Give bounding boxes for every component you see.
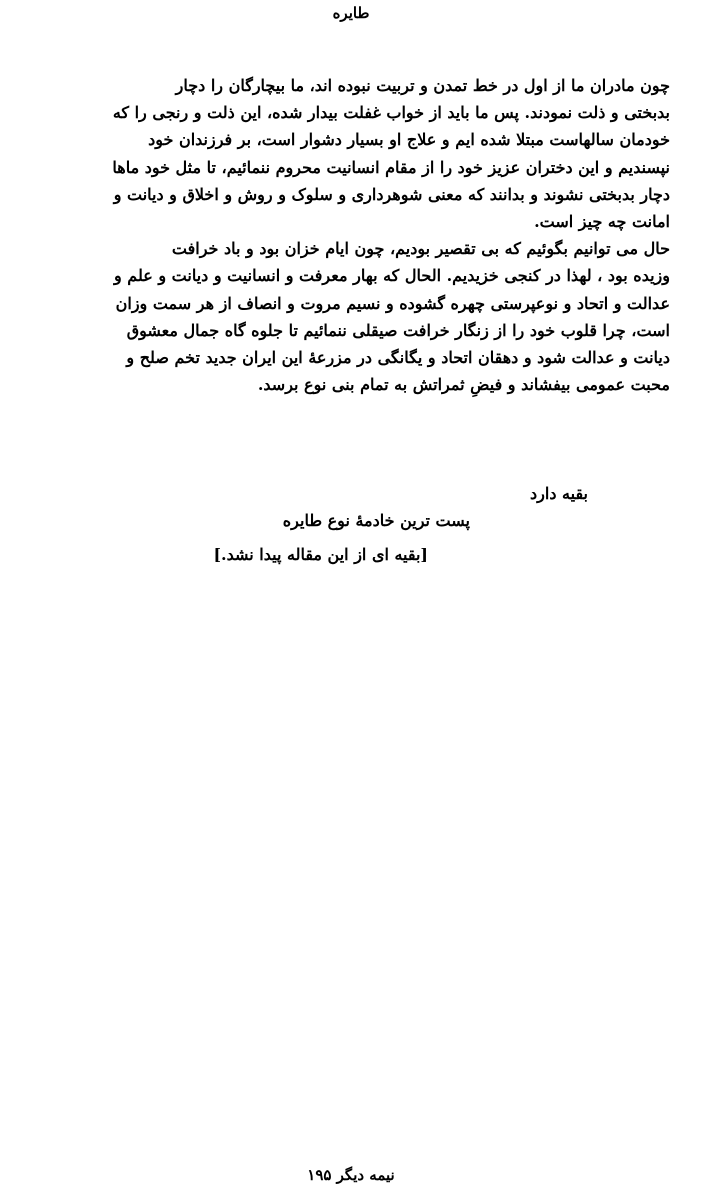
paragraph-line: حال می توانیم بگوئیم که بی تقصیر بودیم، چون ایام خزان بود و باد خرافت — [171, 239, 670, 259]
paragraph-line: خودمان سالهاست مبتلا شده ایم و علاج او بسیار دشوار است، بر فرزندان خود — [148, 130, 670, 150]
paragraph-line: بدبختی و ذلت نمودند. پس ما باید از خواب غفلت بیدار شده، این ذلت و رنجی را که — [112, 103, 670, 123]
paragraph-line: امانت چه چیز است. — [534, 212, 670, 232]
paragraph-line: دچار بدبختی نشوند و بدانند که معنی شوهرداری و سلوک و روش و اخلاق و دیانت و — [113, 184, 670, 204]
paragraph-line: عدالت و اتحاد و نوعپرستی چهره گشوده و نسیم مروت و انصاف از هر سمت وزان — [115, 293, 670, 313]
page-footer: نیمه دیگر ۱۹۵ — [307, 1166, 395, 1184]
paragraph-line: است، چرا قلوب خود را از زنگار خرافت صیقلی ننمائیم تا جلوه گاه جمال معشوق — [126, 320, 670, 340]
author-signature: پست ترین خادمهٔ نوع طایره — [282, 511, 470, 530]
paragraph-line: دیانت و عدالت شود و دهقان اتحاد و یگانگی در مزرعهٔ این ایران جدید تخم صلح و — [126, 348, 670, 368]
paragraph-line: نپسندیم و این دختران عزیز خود را از مقام انسانیت محروم ننمائیم، تا مثل خود ماها — [112, 157, 670, 177]
paragraph-line: چون مادران ما از اول در خط تمدن و تربیت نبوده اند، ما بیچارگان را دچار — [175, 76, 670, 95]
paragraph-2 — [14, 235, 694, 398]
article-body — [14, 72, 694, 398]
paragraph-1 — [14, 72, 694, 235]
editor-note: [بقیه ای از این مقاله پیدا نشد.] — [213, 545, 428, 564]
paragraph-line: محبت عمومی بیفشاند و فیضِ ثمراتش به تمام بنی نوع برسد. — [257, 375, 670, 395]
to-be-continued: بقیه دارد — [530, 484, 588, 503]
running-title: طايره — [332, 4, 370, 22]
paragraph-line: وزیده بود ، لهذا در کنجی خزیدیم. الحال که بهار معرفت و انسانیت و دیانت و علم و — [114, 266, 670, 286]
